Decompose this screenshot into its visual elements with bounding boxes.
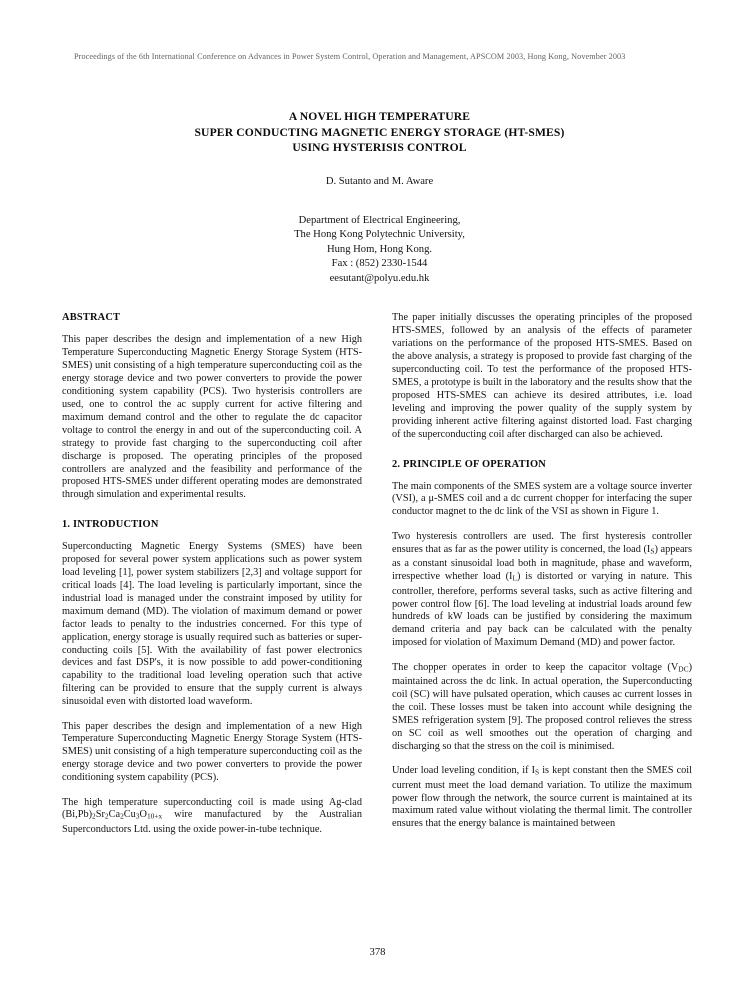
- author-list: D. Sutanto and M. Aware: [325, 175, 434, 187]
- left-column: [62, 312, 362, 836]
- paper-title-line-1: A NOVEL HIGH TEMPERATURE: [288, 110, 471, 123]
- affiliation-block: [62, 214, 697, 287]
- intro-paragraph-2: This paper describes the design and implementation of a new High Temperature Superconducting Magnetic Energy Storage System (HTS-SMES) unit consisting of a high temperature superconducting coil as the energy storage device and two power converters to provide the power conditioning system capability (PCS).: [62, 720, 362, 784]
- right-column: [392, 312, 692, 836]
- right-paragraph-1: The paper initially discusses the operating principles of the proposed HTS-SMES, followed by an analysis of the effects of parameter variations on the performance of the proposed HTS-SMES. Based on the above analysis, a strategy is proposed to provide fast charging of the superconducting coil. To test the performance of the proposed HTS-SMES, a prototype is built in the laboratory and the results show that the proposed HTS-SMES can achieve its desired attributes, i.e. load leveling and improving the power quality of the supply system by providing inherent active filtering against distorted load. Fast charging of the superconducting coil after discharged can also be achieved.: [392, 312, 692, 440]
- right-paragraph-5: [392, 765, 692, 831]
- abstract-paragraph: This paper describes the design and implementation of a new High Temperature Superconducting Magnetic Energy Storage System (HTS-SMES) unit consisting of a high temperature superconducting coil as the energy storage device and two power converters to provide the power conditioning system capability (PCS). Two hysterisis controllers are used, one to control the ac supply current for active filtering and maximum demand control and the other to regulate the dc capacitor voltage to control the energy in and out of the superconducting coil. A strategy to provide fast charging to the superconducting coil after discharge is proposed. The operating principles of the proposed controllers are analyzed and the feasibility and performance of the proposed HTS-SMES under different operating modes are demonstrated through simulation and experimental results.: [62, 334, 362, 501]
- page-number: 378: [369, 947, 386, 958]
- affiliation-university: The Hong Kong Polytechnic University,: [294, 229, 465, 241]
- body-columns: [62, 312, 697, 836]
- right-paragraph-3-part2: ) appears as a constant sinusoidal load both in magnitude, phase and waveform, irrespective whether load (I: [392, 543, 692, 583]
- introduction-heading: 1. INTRODUCTION: [62, 519, 159, 531]
- right-paragraph-3: [392, 531, 692, 650]
- intro-paragraph-3-text-before: The high temperature superconducting coil is made using Ag-clad: [62, 796, 362, 808]
- right-paragraph-4-part1: The chopper operates in order to keep the capacitor voltage (V: [392, 661, 679, 673]
- affiliation-fax: Fax : (852) 2330-1544: [331, 258, 428, 270]
- current-source-subscript: S: [650, 546, 655, 556]
- current-source-subscript-2: S: [535, 767, 540, 777]
- right-paragraph-3-part1: Two hysteresis controllers are used. The first hysteresis controller ensures that as far as the power utility is concerned, the load (I: [392, 530, 692, 555]
- voltage-dc-subscript: DC: [678, 664, 689, 674]
- abstract-heading: ABSTRACT: [62, 312, 121, 324]
- right-paragraph-4: [392, 662, 692, 754]
- affiliation-department: Department of Electrical Engineering,: [298, 214, 461, 226]
- superconductor-chemical-formula: $(Bi,Pb)_2Sr_2Ca_2Cu_3O_{10+x}$: [62, 809, 163, 822]
- paper-title-line-3: USING HYSTERISIS CONTROL: [292, 141, 467, 154]
- running-header: Proceedings of the 6th International Conference on Advances in Power System Control, Operation and Management, APSCOM 2003, Hong Kong, November 2003: [74, 52, 626, 61]
- intro-paragraph-3-text-after: wire manufactured by the Australian Superconductors Ltd. using the oxide power-in-tube technique.: [62, 809, 362, 835]
- intro-paragraph-1: Superconducting Magnetic Energy Systems (SMES) have been proposed for several power system applications such as power system load leveling [1], power system stabilizers [2,3] and voltage support for critical loads [4]. The load leveling is particularly important, since the industrial load is managed under the constraint imposed by utility for maximum demand (MD). The violation of maximum demand or power factor leads to penalty to the industries concerned. For this type of application, energy storage is usually required such as batteries or super-conducting coils [5]. With the availability of fast power electronics devices and fast DSP's, it is now possible to add power-conditioning capability to the traditional load leveling operation such that active filtering can be provided to ensure that the supply current is always sinusoidal even with distorted load waveform.: [62, 541, 362, 708]
- right-paragraph-5-part1: Under load leveling condition, if I: [392, 765, 536, 777]
- right-paragraph-5-part2: is kept constant then the SMES coil current must meet the load demand variation. To utilize the maximum power flow through the network, the source current is maintained at its maximum rated value without violating the thermal limit. The controller ensures that the energy balance is maintained between: [392, 765, 693, 830]
- right-paragraph-2: The main components of the SMES system are a voltage source inverter (VSI), a μ-SMES coil and a dc current chopper for interfacing the super conductor magnet to the dc link of the VSI as shown in Figure 1.: [392, 480, 692, 518]
- right-paragraph-3-part3: ) is distorted or varying in nature. This controller, therefore, performs several tasks, such as active filtering and power control flow [6]. The load leveling at industrial loads around few hundreds of kW loads can be justified by considering the maximum demand criteria and pay back can be calculated with the penalty imposed for violation of Maximum Demand (MD) and power factor.: [392, 571, 693, 649]
- right-paragraph-4-part2: ) maintained across the dc link. In actual operation, the Superconducting coil (SC) will have pulsated operation, which causes ac current losses in the coil. These losses must be taken into account while designing the SMES refrigeration system [9]. The proposed control relieves the stress on SC coil as well smoothes out the operation of charging and discharging so that the stress on the coil is minimised.: [392, 661, 692, 752]
- principle-of-operation-heading: 2. PRINCIPLE OF OPERATION: [392, 458, 546, 470]
- current-load-subscript: L: [512, 573, 517, 583]
- title-block: [62, 109, 697, 286]
- affiliation-email: eesutant@polyu.edu.hk: [329, 272, 430, 284]
- intro-paragraph-3: [62, 797, 362, 837]
- affiliation-location: Hung Hom, Hong Kong.: [326, 243, 433, 255]
- paper-title-line-2: SUPER CONDUCTING MAGNETIC ENERGY STORAGE (HT-SMES): [194, 125, 565, 139]
